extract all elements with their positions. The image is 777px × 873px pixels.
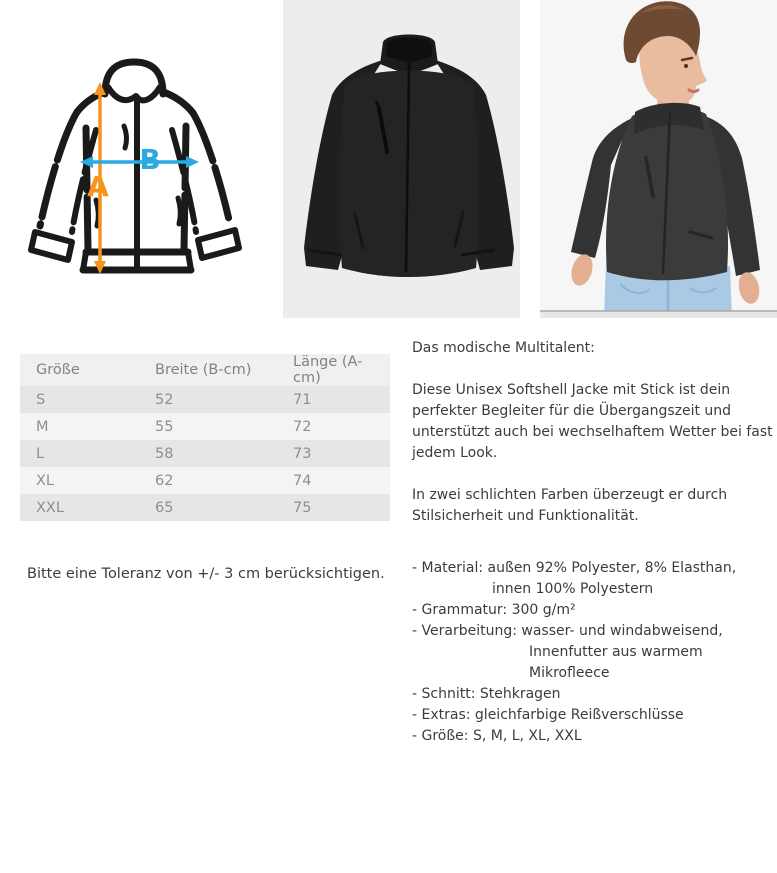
- cell-size: XXL: [36, 499, 64, 516]
- product-description: [412, 338, 777, 747]
- spec-grammatur: - Grammatur: 300 g/m²: [412, 602, 576, 618]
- cell-laenge: 73: [293, 445, 312, 462]
- spec-verarbeitung: - Verarbeitung: wasser- und windabweisend,: [412, 623, 723, 639]
- spec-verarbeitung-cont-2: Mikrofleece: [529, 665, 610, 681]
- description-paragraph-1: Diese Unisex Softshell Jacke mit Stick ist dein perfekter Begleiter für die Übergangszeit und unterstützt auch bei wechselhaftem Wetter bei fast jedem Look.: [412, 382, 773, 461]
- spec-verarbeitung-cont-1: Innenfutter aus warmem: [529, 644, 703, 660]
- jacket-model-image: [540, 0, 777, 318]
- cell-breite: 65: [155, 499, 174, 516]
- spec-extras: - Extras: gleichfarbige Reißverschlüsse: [412, 707, 684, 723]
- size-chart-header-row: [20, 354, 390, 386]
- size-chart-table: [20, 354, 390, 521]
- spec-groesse: - Größe: S, M, L, XL, XXL: [412, 728, 582, 744]
- table-row-xl: [20, 467, 390, 494]
- table-row-xxl: [20, 494, 390, 521]
- cell-breite: 62: [155, 472, 174, 489]
- cell-size: S: [36, 391, 46, 408]
- table-row-s: [20, 386, 390, 413]
- model-photo-jacket: [540, 0, 777, 318]
- cell-breite: 55: [155, 418, 174, 435]
- cell-size: M: [36, 418, 49, 435]
- description-paragraph-2: In zwei schlichten Farben überzeugt er durch Stilsicherheit und Funktionalität.: [412, 487, 728, 524]
- col-header-breite: Breite (B-cm): [155, 362, 252, 378]
- size-measurement-diagram: [20, 50, 270, 290]
- spec-list: [412, 558, 777, 747]
- cell-laenge: 72: [293, 418, 312, 435]
- cell-size: L: [36, 445, 45, 462]
- cell-laenge: 75: [293, 499, 312, 516]
- spec-material: - Material: außen 92% Polyester, 8% Elasthan,: [412, 560, 737, 576]
- cell-breite: 52: [155, 391, 174, 408]
- col-header-laenge: Länge (A-cm): [293, 354, 363, 386]
- jacket-product-image: [283, 0, 520, 318]
- cell-laenge: 74: [293, 472, 312, 489]
- svg-text:B: B: [139, 143, 161, 176]
- col-header-groesse: Größe: [36, 362, 80, 378]
- cell-breite: 58: [155, 445, 174, 462]
- cell-laenge: 71: [293, 391, 312, 408]
- tolerance-note: Bitte eine Toleranz von +/- 3 cm berücksichtigen.: [27, 566, 385, 582]
- description-title: Das modische Multitalent:: [412, 340, 595, 356]
- spec-material-cont: innen 100% Polyestern: [492, 581, 654, 597]
- table-row-l: [20, 440, 390, 467]
- table-row-m: [20, 413, 390, 440]
- spec-schnitt: - Schnitt: Stehkragen: [412, 686, 561, 702]
- cell-size: XL: [36, 472, 55, 489]
- svg-text:A: A: [87, 170, 109, 203]
- jacket-outline-drawing: [20, 50, 270, 290]
- product-photo-jacket: [283, 0, 520, 318]
